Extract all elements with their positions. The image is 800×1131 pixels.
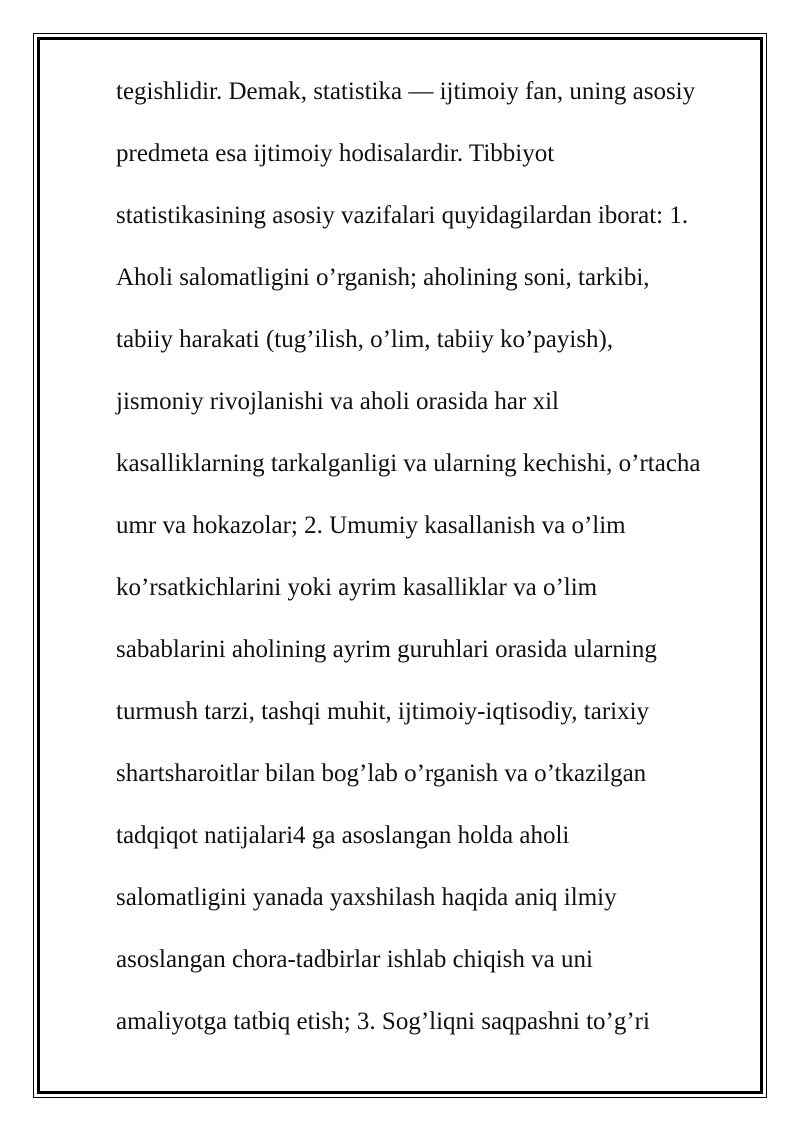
page-border bbox=[33, 33, 767, 1098]
text-line: tegishlidir. Demak, statistika — ijtimoiy fan, uning asosiy bbox=[116, 78, 696, 105]
text-line: jismoniy rivojlanishi va aholi orasida har xil bbox=[116, 388, 559, 415]
text-line: amaliyotga tatbiq etish; 3. Sog’liqni saqpashni to’g’ri bbox=[116, 1008, 650, 1035]
text-line: turmush tarzi, tashqi muhit, ijtimoiy-iqtisodiy, tarixiy bbox=[116, 698, 650, 725]
text-line: umr va hokazolar; 2. Umumiy kasallanish va o’lim bbox=[116, 512, 626, 539]
text-line: kasalliklarning tarkalganligi va ularning kechishi, o’rtacha bbox=[116, 450, 701, 477]
text-line: shartsharoitlar bilan bog’lab o’rganish va o’tkazilgan bbox=[116, 760, 647, 787]
text-line: tadqiqot natijalari4 ga asoslangan holda aholi bbox=[116, 822, 570, 849]
text-line: ko’rsatkichlarini yoki ayrim kasalliklar va o’lim bbox=[116, 574, 598, 601]
text-line: statistikasining asosiy vazifalari quyidagilardan iborat: 1. bbox=[116, 202, 689, 229]
text-line: predmeta esa ijtimoiy hodisalardir. Tibbiyot bbox=[116, 140, 555, 167]
text-line: asoslangan chora-tadbirlar ishlab chiqish va uni bbox=[116, 946, 593, 973]
text-line: tabiiy harakati (tug’ilish, o’lim, tabiiy ko’payish), bbox=[116, 326, 614, 353]
text-line: salomatligini yanada yaxshilash haqida aniq ilmiy bbox=[116, 884, 617, 911]
text-line: Aholi salomatligini o’rganish; aholining soni, tarkibi, bbox=[116, 264, 650, 291]
text-line: sabablarini aholining ayrim guruhlari orasida ularning bbox=[116, 636, 657, 663]
